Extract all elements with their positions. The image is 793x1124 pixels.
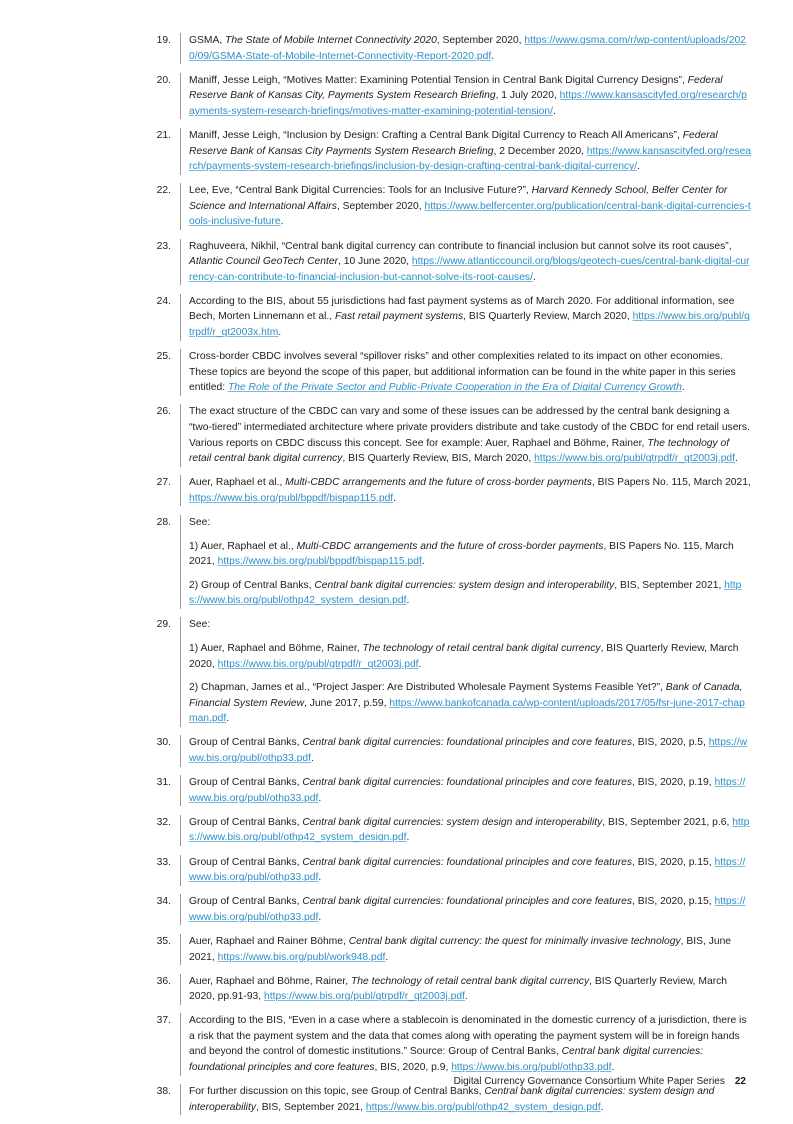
endnote-item [140,294,752,341]
endnote-body [180,775,752,806]
citation-text: , BIS Papers No. 115, March 2021, [189,540,734,568]
endnote-body [180,349,752,396]
endnote-body [180,815,752,846]
citation-text: , BIS Quarterly Review, March 2020, [463,311,633,323]
citation-text: . [418,658,422,670]
citation-text: . [532,271,536,283]
reference-link[interactable]: https://www.bis.org/publ/othp33.pdf [189,737,748,765]
publication-title: Central bank digital currencies: foundational principles and core features [302,737,633,749]
citation-text: . [406,832,410,844]
endnote-body [180,617,752,727]
citation-text: , BIS Quarterly Review, March 2020, pp.91-93, [189,975,728,1003]
endnote-paragraph [189,641,752,672]
endnote-paragraph [189,735,752,766]
citation-text: . [552,105,556,117]
citation-text: . [681,382,685,394]
endnote-number: 32. [156,816,171,828]
endnote-number: 22. [156,185,171,197]
citation-text: 2) Chapman, James et al., “Project Jasper: Are Distributed Wholesale Payment Systems Feasible Yet?”, [189,682,666,694]
endnote-number: 33. [156,856,171,868]
endnote-item [140,1084,752,1115]
publication-title: Central bank digital currencies: system design and interoperability [314,579,615,591]
citation-text: 1) Auer, Raphael and Böhme, Rainer, [189,643,363,654]
endnote-paragraph [189,183,752,230]
endnote-paragraph [189,617,752,633]
publication-title: The technology of retail central bank digital currency [362,643,601,654]
endnote-item [140,974,752,1005]
page-footer [454,1076,746,1087]
reference-link[interactable]: https://www.bis.org/publ/othp33.pdf [189,856,746,884]
reference-link[interactable]: https://www.gsma.com/r/wp-content/uploads/2020/09/GSMA-State-of-Mobile-Internet-Connectivity-Report-2020.pdf [189,35,746,62]
publication-title: The technology of retail central bank digital currency [351,975,590,987]
endnote-number: 20. [156,74,171,86]
reference-link[interactable]: https://www.bis.org/publ/bppdf/bispap115.pdf [217,556,422,568]
publication-title: The technology of retail central bank digital currency [189,437,730,465]
citation-text: According to the BIS, about 55 jurisdictions had fast payment systems as of March 2020. For additional information, see Bech, Morten Linnemann et al., [189,295,735,323]
citation-text: Maniff, Jesse Leigh, “Motives Matter: Examining Potential Tension in Central Bank Digital Currency Designs”, [189,74,688,86]
endnote-paragraph [189,1013,752,1075]
endnote-paragraph [189,349,752,396]
publication-title: Atlantic Council GeoTech Center [189,256,339,268]
endnote-paragraph [189,475,752,506]
citation-text: . [318,911,322,923]
citation-text: . [280,216,284,228]
publication-title: Multi-CBDC arrangements and the future of cross-border payments [296,540,604,552]
reference-link[interactable]: https://www.belfercenter.org/publication/central-bank-digital-currencies-tools-inclusive-future [189,200,751,228]
publication-title: Federal Reserve Bank of Kansas City Payments System Research Briefing [189,129,718,157]
citation-text: . [318,792,322,804]
endnote-paragraph [189,294,752,341]
endnote-body [180,73,752,120]
publication-title: Central bank digital currencies: foundational principles and core features [189,1046,703,1074]
citation-text: . [421,556,425,568]
publication-title: Central bank digital currencies: system design and interoperability [302,816,603,828]
endnote-body [180,1013,752,1075]
citation-text: , BIS, 2020, p.5, [632,737,709,749]
citation-text: Group of Central Banks, [189,896,303,908]
endnote-paragraph [189,974,752,1005]
endnote-body [180,894,752,925]
endnote-body [180,735,752,766]
reference-link[interactable]: https://www.bis.org/publ/othp42_system_design.pdf [365,1101,601,1113]
citation-text: The exact structure of the CBDC can vary and some of these issues can be addressed by the central bank designing a “two-tiered” intermediated architecture where private providers distribute and take custody of the CBDC for end retail users. Various reports on CBDC discuss this concept. See for example: Auer, Raphael and Böhme, Rainer, [189,406,750,449]
reference-link[interactable]: https://www.bis.org/publ/bppdf/bispap115.pdf [189,492,394,504]
citation-text: , September 2020, [436,35,525,46]
reference-link[interactable]: https://www.bis.org/publ/othp33.pdf [189,896,746,923]
endnote-paragraph [189,815,752,846]
endnote-number: 21. [156,129,171,141]
endnote-item [140,617,752,727]
publication-title: Federal Reserve Bank of Kansas City, Payments System Research Briefing [189,74,723,102]
citation-text: GSMA, [189,35,226,46]
endnote-body [180,934,752,965]
footer-series-title: Digital Currency Governance Consortium White Paper Series [453,1076,725,1087]
endnote-item [140,239,752,286]
citation-text: Maniff, Jesse Leigh, “Inclusion by Design: Crafting a Central Bank Digital Currency to Reach All Americans”, [189,129,683,141]
citation-text: , September 2020, [336,200,425,212]
endnote-body [180,855,752,886]
publication-title: Multi-CBDC arrangements and the future of cross-border payments [285,477,592,489]
endnote-item [140,934,752,965]
endnote-number: 27. [156,477,171,489]
endnote-number: 36. [156,975,171,987]
endnote-paragraph [189,855,752,886]
endnote-body [180,33,752,64]
citation-text: . [464,991,468,1003]
citation-text: Auer, Raphael and Rainer Böhme, [189,935,349,947]
citation-text: . [735,453,738,465]
citation-text: , BIS Quarterly Review, BIS, March 2020, [342,453,535,465]
endnote-item [140,349,752,396]
citation-text: , 2 December 2020, [493,145,587,157]
publication-title: Fast retail payment systems [334,311,464,323]
reference-link[interactable]: https://www.bis.org/publ/qtrpdf/r_qt2003j.pdf [534,453,736,465]
citation-text: , BIS Quarterly Review, March 2020, [189,643,739,670]
citation-text: , BIS, September 2021, [614,579,725,591]
endnote-paragraph [189,73,752,120]
endnote-paragraph [189,775,752,806]
endnote-item [140,404,752,466]
citation-text: . [226,713,230,725]
endnote-body [180,1084,752,1115]
publication-title: Central bank digital currencies: foundational principles and core features [302,856,633,868]
endnote-body [180,128,752,175]
endnote-item [140,183,752,230]
citation-text: . [491,50,495,62]
endnote-paragraph [189,680,752,727]
endnote-paragraph [189,1084,752,1115]
endnote-number: 23. [156,240,171,252]
endnote-body [180,239,752,286]
reference-link[interactable]: https://www.kansascityfed.org/research/payments-system-research-briefings/inclusion-by-design-crafting-central-bank-digital-currency/ [189,145,752,173]
reference-link[interactable]: https://www.bis.org/publ/othp42_system_design.pdf [189,816,750,844]
endnote-item [140,475,752,506]
endnote-number: 29. [156,619,171,631]
endnote-body [180,404,752,466]
citation-text: . [600,1101,604,1113]
endnote-number: 26. [156,406,171,418]
citation-text: Cross-border CBDC involves several “spillover risks” and other complexities related to its impact on other economies. These topics are beyond the scope of this paper, but additional information can be found in the white paper in this series entitled: [189,351,736,394]
citation-text: , 10 June 2020, [338,256,412,268]
citation-text: , BIS, 2020, p.15, [632,856,715,868]
endnote-number: 35. [156,935,171,947]
reference-link[interactable]: https://www.bis.org/publ/qtrpdf/r_qt2003j.pdf [264,991,465,1003]
endnote-number: 19. [156,35,171,46]
publication-title: Harvard Kennedy School, Belfer Center for Science and International Affairs [189,185,728,212]
endnote-paragraph [189,539,752,570]
citation-text: . [310,753,314,765]
endnote-item [140,128,752,175]
citation-text: . [406,595,410,607]
reference-link[interactable]: https://www.bis.org/publ/othp33.pdf [451,1062,612,1074]
citation-text: . [278,327,282,338]
citation-text: Auer, Raphael et al., [189,477,286,489]
citation-text: . [637,161,640,173]
citation-text: , 1 July 2020, [495,90,560,102]
citation-text: Group of Central Banks, [189,737,303,749]
publication-title: Central bank digital currency: the quest for minimally invasive technology [348,935,681,947]
endnote-paragraph [189,894,752,925]
endnote-paragraph [189,33,752,64]
publication-title: Bank of Canada, Financial System Review [189,682,743,709]
citation-text: , BIS, 2020, p.9, [374,1062,452,1074]
citation-text: Raghuveera, Nikhil, “Central bank digital currency can contribute to financial inclusion but cannot solve its root causes”, [189,240,732,252]
endnote-item [140,815,752,846]
citation-text: , BIS, 2020, p.19, [632,777,715,789]
reference-link[interactable]: https://www.kansascityfed.org/research/payments-system-research-briefings/motives-matter-examining-potential-tension/ [189,90,747,117]
citation-text: For further discussion on this topic, see Group of Central Banks, [189,1086,485,1098]
citation-text: Lee, Eve, “Central Bank Digital Currencies: Tools for an Inclusive Future?”, [189,185,532,197]
endnote-paragraph [189,578,752,609]
citation-text: According to the BIS, “Even in a case where a stablecoin is denominated in the domestic currency of a jurisdiction, there is a risk that the payment system and the data that comes along with operating the payment system will be in foreign hands and beyond the control of domestic institutions.” Source: Group of Central Banks, [189,1015,747,1058]
endnote-body [180,183,752,230]
endnote-item [140,1013,752,1075]
reference-link[interactable]: https://www.bis.org/publ/qtrpdf/r_qt2003x.htm [189,311,750,338]
citation-text: . [318,872,322,884]
publication-title: Central bank digital currencies: system design and interoperability [189,1086,715,1113]
citation-text: , BIS Papers No. 115, March 2021, [591,477,751,489]
endnote-body [180,515,752,609]
endnote-body [180,294,752,341]
citation-text: Auer, Raphael and Böhme, Rainer, [189,975,351,987]
reference-link[interactable]: https://www.bis.org/publ/othp33.pdf [189,777,746,804]
citation-text: , BIS, June 2021, [189,935,732,963]
reference-link[interactable]: https://www.atlanticcouncil.org/blogs/geotech-cues/central-bank-digital-currency-can-contribute-to-financial-inclusion-but-cannot-solve-its-root-causes/ [189,256,750,283]
citation-text: Group of Central Banks, [189,856,303,868]
citation-text: See: [189,619,211,631]
citation-text: Group of Central Banks, [189,816,303,828]
endnote-paragraph [189,239,752,286]
publication-title: Central bank digital currencies: foundational principles and core features [302,777,633,789]
citation-text: See: [189,516,211,528]
endnote-number: 25. [156,351,171,363]
endnote-number: 30. [156,737,171,749]
endnote-item [140,775,752,806]
citation-text: , BIS, 2020, p.15, [632,896,715,908]
citation-text: , June 2017, p.59, [304,697,390,709]
endnote-number: 37. [156,1015,171,1027]
endnote-item [140,33,752,64]
endnotes-list [140,33,752,1124]
endnote-number: 38. [156,1086,171,1098]
endnote-paragraph [189,515,752,531]
endnote-paragraph [189,934,752,965]
citation-text: , BIS, September 2021, [255,1101,366,1113]
endnote-number: 31. [156,777,171,789]
reference-link[interactable]: https://www.bis.org/publ/qtrpdf/r_qt2003j.pdf [217,658,419,670]
endnote-item [140,515,752,609]
citation-text: Group of Central Banks, [189,777,303,789]
reference-link[interactable]: https://www.bis.org/publ/work948.pdf [217,951,386,963]
publication-title: Central bank digital currencies: foundational principles and core features [302,896,633,908]
endnote-paragraph [189,128,752,175]
endnote-item [140,855,752,886]
endnote-number: 28. [156,516,171,528]
endnote-item [140,73,752,120]
endnote-body [180,974,752,1005]
reference-link[interactable]: https://www.bis.org/publ/othp42_system_design.pdf [189,579,742,607]
reference-link[interactable]: The Role of the Private Sector and Public-Private Cooperation in the Era of Digital Currency Growth [227,382,682,394]
citation-text: . [393,492,397,504]
publication-title: The State of Mobile Internet Connectivity 2020 [225,35,437,46]
citation-text: 1) Auer, Raphael et al., [189,540,297,552]
citation-text: . [611,1062,615,1074]
endnote-number: 34. [156,896,171,908]
page-number: 22 [734,1076,746,1087]
endnote-item [140,894,752,925]
endnote-item [140,735,752,766]
endnote-number: 24. [156,295,171,307]
endnote-body [180,475,752,506]
endnote-paragraph [189,404,752,466]
citation-text: 2) Group of Central Banks, [189,579,315,591]
reference-link[interactable]: https://www.bankofcanada.ca/wp-content/uploads/2017/05/fsr-june-2017-chapman.pdf [189,697,745,725]
citation-text: , BIS, September 2021, p.6, [602,816,733,828]
citation-text: . [385,951,389,963]
